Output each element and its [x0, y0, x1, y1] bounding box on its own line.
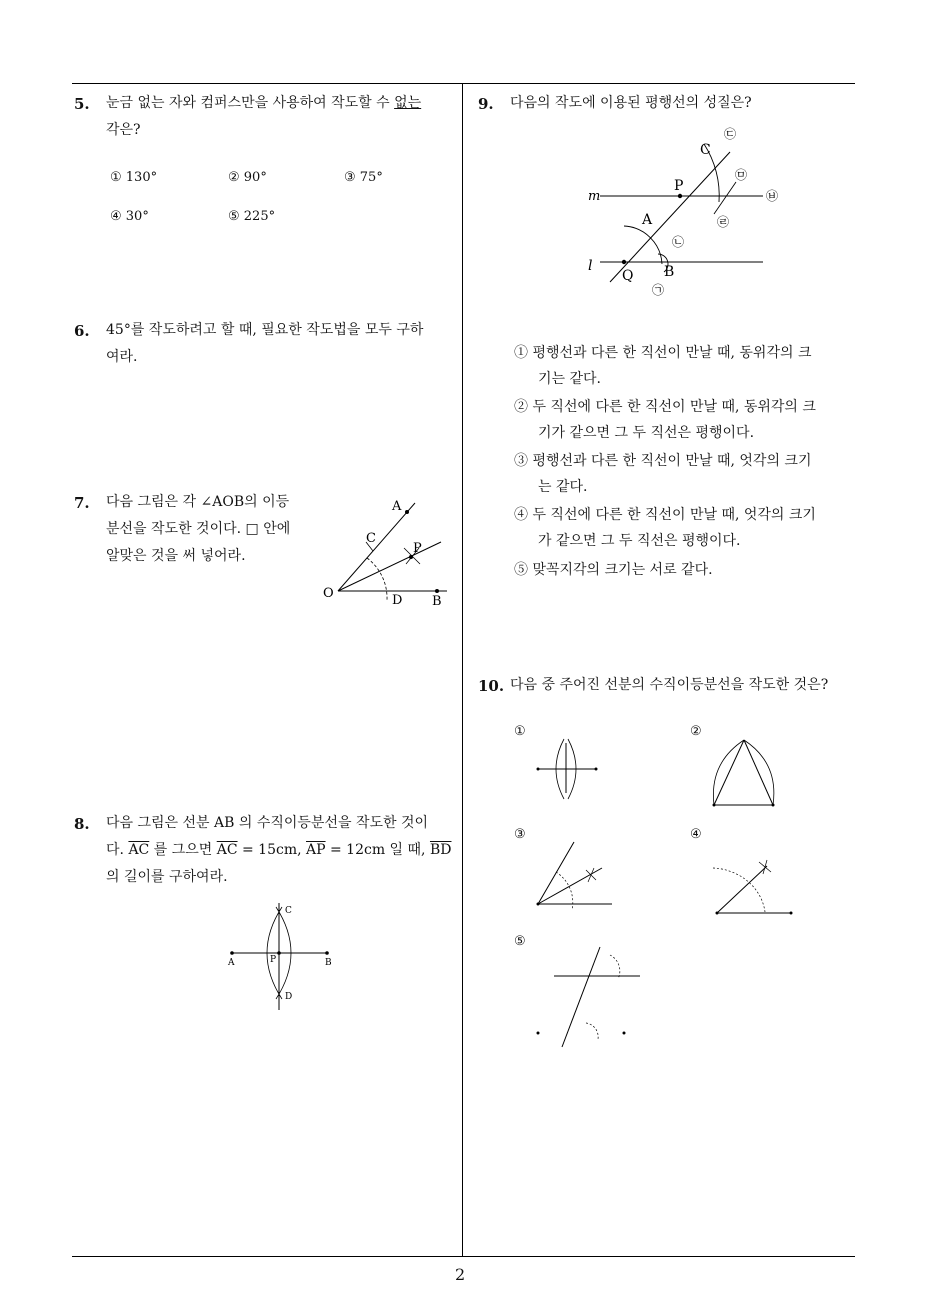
option-3-cont[interactable]: 는 같다. — [538, 479, 588, 495]
step-3-marker: ㉢ — [724, 127, 737, 141]
option-4-figure[interactable] — [705, 850, 800, 920]
question-text: 눈금 없는 자와 컴퍼스만을 사용하여 작도할 수 없는 — [106, 95, 422, 111]
question-number: 8. — [74, 815, 90, 833]
option-5-label[interactable]: ⑤ — [514, 934, 526, 949]
question-text-2: 여라. — [106, 349, 138, 365]
question-text: 다음 중 주어진 선분의 수직이등분선을 작도한 것은? — [510, 677, 829, 693]
label-b: B — [432, 594, 442, 609]
option-5[interactable]: ⑤ 225° — [228, 209, 276, 224]
top-rule — [72, 83, 855, 84]
question-number: 5. — [74, 95, 90, 113]
label-d: D — [285, 992, 293, 1002]
question-text-3: 의 길이를 구하여라. — [106, 869, 228, 885]
question-text: 다음의 작도에 이용된 평행선의 성질은? — [510, 95, 752, 111]
option-2-figure[interactable] — [705, 735, 785, 813]
label-a: A — [642, 212, 653, 228]
parallel-line-figure — [580, 122, 790, 300]
step-6-marker: ㉥ — [766, 189, 779, 203]
angle-bisector-figure — [315, 490, 460, 615]
label-l: l — [588, 258, 593, 274]
option-1[interactable]: ① 130° — [110, 170, 158, 185]
label-a: A — [228, 958, 235, 968]
label-p: P — [270, 955, 277, 965]
perpendicular-bisector-figure — [222, 895, 337, 1013]
option-3-figure[interactable] — [530, 838, 620, 913]
step-4-marker: ㉣ — [717, 215, 730, 229]
question-number: 10. — [478, 677, 505, 695]
label-m: m — [588, 189, 601, 204]
question-text: 다음 그림은 선분 AB 의 수직이등분선을 작도한 것이 — [106, 815, 429, 831]
label-c: C — [700, 142, 711, 158]
label-p: P — [674, 178, 684, 194]
option-4-label[interactable]: ④ — [690, 827, 702, 842]
label-c: C — [285, 906, 292, 916]
step-5-marker: ㉤ — [735, 168, 748, 182]
option-4-cont[interactable]: 가 같으면 그 두 직선은 평행이다. — [538, 533, 741, 549]
option-2-cont[interactable]: 기가 같으면 그 두 직선은 평행이다. — [538, 425, 755, 441]
label-d: D — [392, 593, 403, 608]
step-1-marker: ㉠ — [652, 283, 665, 297]
question-text: 다음 그림은 각 ∠AOB의 이등 — [106, 494, 290, 510]
bottom-rule — [72, 1256, 855, 1257]
option-1-cont[interactable]: 기는 같다. — [538, 371, 601, 387]
question-number: 7. — [74, 494, 90, 512]
label-c: C — [366, 531, 376, 546]
page-number: 2 — [455, 1265, 466, 1284]
label-p: P — [413, 541, 422, 556]
option-2-label[interactable]: ② — [690, 724, 702, 739]
option-4[interactable]: ④ 30° — [110, 209, 149, 224]
question-text-2: 각은? — [106, 122, 141, 138]
option-2[interactable]: ② 90° — [228, 170, 267, 185]
step-2-marker: ㉡ — [672, 235, 685, 249]
label-b: B — [664, 264, 675, 280]
option-3-label[interactable]: ③ — [514, 827, 526, 842]
option-4[interactable]: ④ 두 직선에 다른 한 직선이 만날 때, 엇각의 크기 — [514, 507, 816, 523]
option-3[interactable]: ③ 평행선과 다른 한 직선이 만날 때, 엇각의 크기 — [514, 453, 812, 469]
option-1-figure[interactable] — [530, 735, 605, 805]
label-o: O — [323, 586, 334, 601]
question-number: 6. — [74, 322, 90, 340]
label-a: A — [392, 499, 402, 514]
label-b: B — [325, 958, 332, 968]
column-divider — [462, 83, 463, 1257]
option-5-figure[interactable] — [530, 943, 650, 1053]
question-text-2: 다. $\overline{AC}$ 를 그으면 $\overline{AC} = 15cm$, $\overline{AP} = 12cm$ 일 때, $\overline{BD}$ — [106, 842, 452, 858]
option-3[interactable]: ③ 75° — [344, 170, 383, 185]
question-text-2: 분선을 작도한 것이다. □ 안에 — [106, 521, 291, 537]
option-1-label[interactable]: ① — [514, 724, 526, 739]
label-q: Q — [622, 268, 634, 284]
option-2[interactable]: ② 두 직선에 다른 한 직선이 만날 때, 동위각의 크 — [514, 399, 816, 415]
question-number: 9. — [478, 95, 494, 113]
option-5[interactable]: ⑤ 맞꼭지각의 크기는 서로 같다. — [514, 562, 713, 578]
option-1[interactable]: ① 평행선과 다른 한 직선이 만날 때, 동위각의 크 — [514, 345, 812, 361]
question-text-3: 알맞은 것을 써 넣어라. — [106, 548, 246, 564]
question-text: 45°를 작도하려고 할 때, 필요한 작도법을 모두 구하 — [106, 322, 424, 338]
